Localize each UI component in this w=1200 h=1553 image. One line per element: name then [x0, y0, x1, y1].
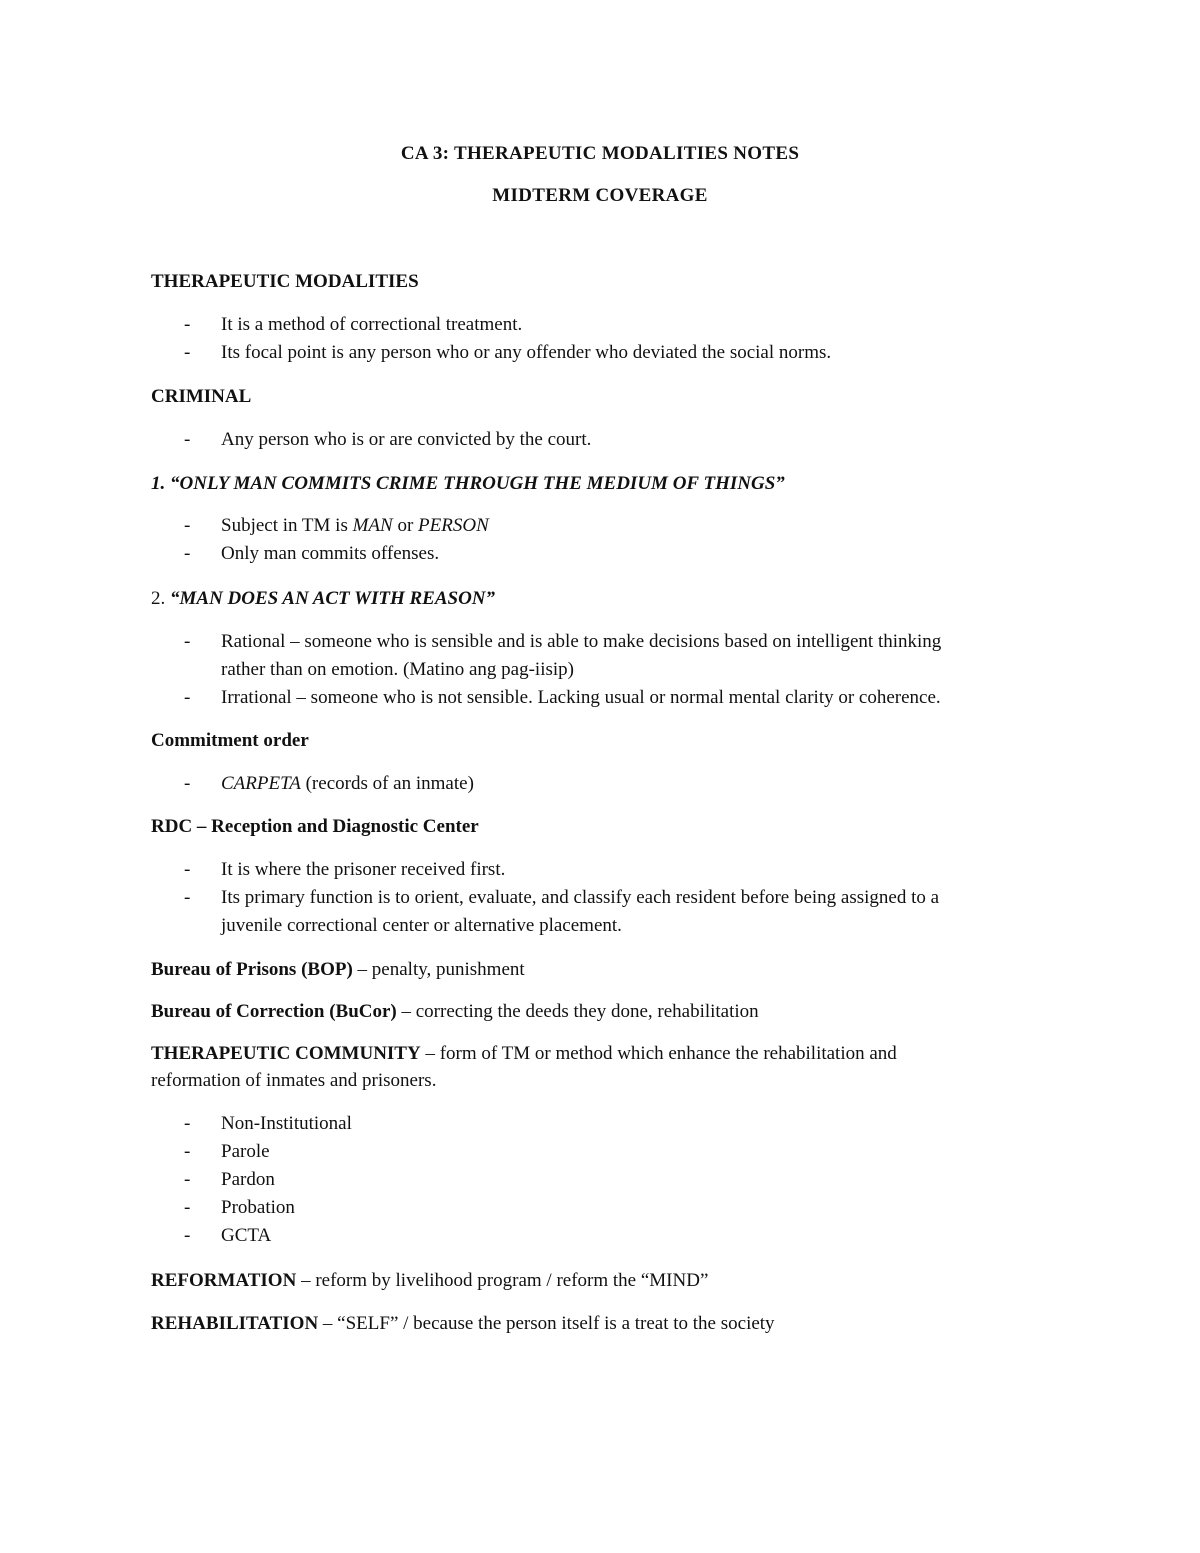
- document-subtitle: MIDTERM COVERAGE: [492, 185, 708, 206]
- list-item: - Its focal point is any person who or any offender who deviated the social norms.: [184, 342, 832, 363]
- list-item: - Non-Institutional: [184, 1113, 352, 1134]
- tm-bullet-list: [151, 311, 1051, 367]
- section-heading-point-1: 1. “ONLY MAN COMMITS CRIME THROUGH THE MEDIUM OF THINGS”: [151, 473, 785, 494]
- tc-bullet-list: [151, 1110, 1051, 1250]
- list-item: - Irrational – someone who is not sensible. Lacking usual or normal mental clarity or coherence.: [184, 687, 941, 708]
- section-heading-point-2: 2. “MAN DOES AN ACT WITH REASON”: [151, 588, 496, 609]
- list-item: - Its primary function is to orient, evaluate, and classify each resident before being assigned to a juvenile correctional center or alternative placement.: [184, 887, 940, 936]
- definition-bucor: Bureau of Correction (BuCor) – correcting the deeds they done, rehabilitation: [151, 1001, 759, 1022]
- point-2-bullet-list: [151, 628, 1051, 712]
- criminal-bullet-list: [151, 426, 1051, 454]
- commitment-bullet-list: [151, 770, 1051, 798]
- list-item: - Parole: [184, 1141, 270, 1162]
- list-item: - Rational – someone who is sensible and is able to make decisions based on intelligent thinking rather than on emotion. (Matino ang pag-iisip): [184, 631, 942, 680]
- section-heading-rdc: RDC – Reception and Diagnostic Center: [151, 816, 479, 837]
- list-item: - It is where the prisoner received first.: [184, 859, 506, 880]
- list-item: - Subject in TM is MAN or PERSON: [184, 515, 489, 536]
- definition-therapeutic-community: THERAPEUTIC COMMUNITY – form of TM or method which enhance the rehabilitation and reformation of inmates and prisoners.: [151, 1043, 897, 1091]
- section-heading-commitment: Commitment order: [151, 730, 309, 751]
- document-title: CA 3: THERAPEUTIC MODALITIES NOTES: [400, 143, 800, 164]
- list-item: - Any person who is or are convicted by the court.: [184, 429, 592, 450]
- list-item: - Only man commits offenses.: [184, 543, 440, 564]
- list-item: - Pardon: [184, 1169, 275, 1190]
- definition-rehabilitation: REHABILITATION – “SELF” / because the person itself is a treat to the society: [151, 1313, 775, 1334]
- section-heading-tm: THERAPEUTIC MODALITIES: [151, 271, 419, 292]
- list-item: - CARPETA (records of an inmate): [184, 773, 474, 794]
- rdc-bullet-list: [151, 856, 1051, 940]
- section-heading-criminal: CRIMINAL: [151, 386, 252, 407]
- list-item: - It is a method of correctional treatment.: [184, 314, 523, 335]
- definition-bop: Bureau of Prisons (BOP) – penalty, punishment: [151, 959, 525, 980]
- list-item: - Probation: [184, 1197, 295, 1218]
- definition-reformation: REFORMATION – reform by livelihood program / reform the “MIND”: [151, 1270, 709, 1291]
- point-1-bullet-list: [151, 512, 1051, 568]
- list-item: - GCTA: [184, 1225, 272, 1246]
